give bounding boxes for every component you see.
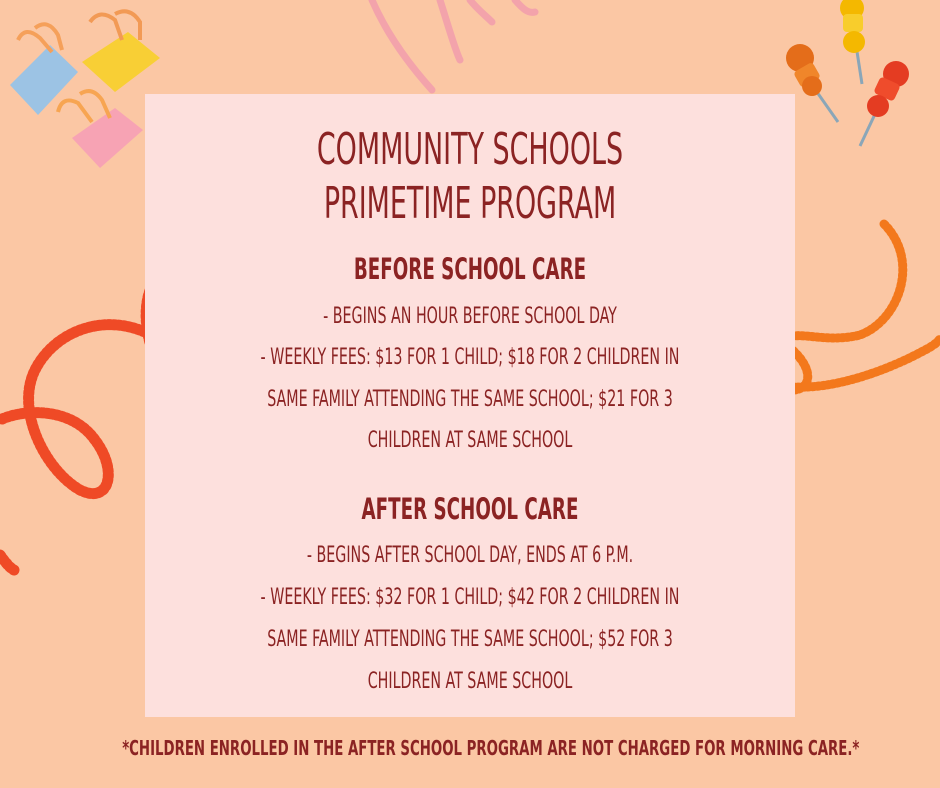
- after-school-line-3: SAME FAMILY ATTENDING THE SAME SCHOOL; $52 FOR 3: [267, 627, 673, 652]
- pink-scribble: [372, 0, 535, 90]
- after-school-line-2: - WEEKLY FEES: $32 FOR 1 CHILD; $42 FOR 2 CHILDREN IN: [260, 585, 680, 610]
- footnote: *CHILDREN ENROLLED IN THE AFTER SCHOOL PROGRAM ARE NOT CHARGED FOR MORNING CARE.*: [122, 736, 860, 760]
- before-school-heading: BEFORE SCHOOL CARE: [353, 252, 587, 286]
- page-title-line-1: COMMUNITY SCHOOLS: [316, 124, 624, 175]
- before-school-line-2: - WEEKLY FEES: $13 FOR 1 CHILD; $18 FOR 2 CHILDREN IN: [260, 345, 680, 370]
- after-school-heading: AFTER SCHOOL CARE: [361, 492, 579, 526]
- binder-clip-yellow-icon: [82, 11, 160, 92]
- after-school-line-1: - BEGINS AFTER SCHOOL DAY, ENDS AT 6 P.M.: [306, 543, 634, 568]
- before-school-line-1: - BEGINS AN HOUR BEFORE SCHOOL DAY: [323, 304, 617, 329]
- before-school-line-4: CHILDREN AT SAME SCHOOL: [367, 428, 573, 453]
- before-school-line-3: SAME FAMILY ATTENDING THE SAME SCHOOL; $21 FOR 3: [267, 387, 673, 412]
- page-title-line-2: PRIMETIME PROGRAM: [323, 178, 617, 229]
- after-school-line-4: CHILDREN AT SAME SCHOOL: [367, 669, 573, 694]
- binder-clip-pink-icon: [58, 91, 143, 168]
- push-pin-yellow-icon: [840, 0, 865, 84]
- push-pin-red-icon: [860, 61, 909, 146]
